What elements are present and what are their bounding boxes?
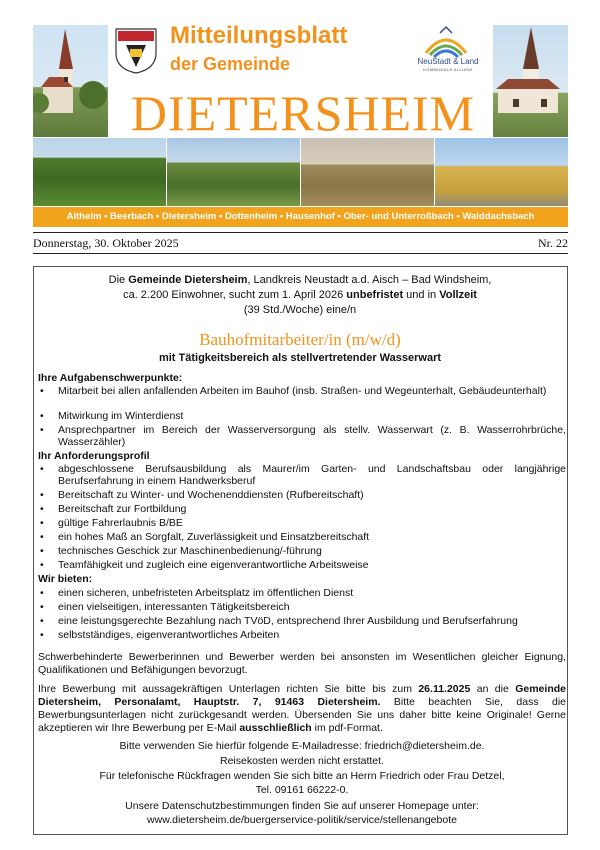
landscape-photo [167,138,300,206]
profile-heading: Ihr Anforderungsprofil [38,450,150,462]
town-name: DIETERSHEIM [130,85,476,141]
church-photo-left [33,25,108,137]
ad-intro-line-1: Die Gemeinde Dietersheim, Landkreis Neustadt a.d. Aisch – Bad Windsheim, [108,274,492,286]
issue-bar-bottom-rule [33,253,568,254]
application-instructions: Ihre Bewerbung mit aussagekräftigen Unterlagen richten Sie bitte bis zum 26.11.2025 an die Gemeinde Dietersheim, Personalamt, Hauptstr. 7, 91463 Dietersheim. Bitte beachten Sie, dass die Bewerbungsunterlagen nicht zurückgesandt werden. Übersenden Sie uns daher bitte keine Originale! Gerne akzeptieren wir Ihre Bewerbung per E-Mail ausschließlich im pdf-Format. [38,683,566,734]
profile-item: • abgeschlossene Berufsausbildung als Maurer/im Garten- und Landschaftsbau oder langjährige Berufserfahrung in einem Handwerksberuf [38,463,566,487]
email-line: Bitte verwenden Sie hierfür folgende E-Mailadresse: friedrich@dietersheim.de. [119,740,485,752]
disability-note: Schwerbehinderte Bewerberinnen und Bewerber werden bei ansonsten im Wesentlichen gleicher Eignung, Qualifikationen und Befähigungen bevorzugt. [38,651,566,676]
phone-line: Tel. 09161 66222-0. [255,784,349,796]
offer-item: • eine leistungsgerechte Bezahlung nach TVöD, entsprechend Ihrer Ausbildung und Berufserfahrung [38,615,566,627]
church-photo-right [493,25,568,137]
travel-costs-line: Reisekosten werden nicht erstattet. [219,755,384,767]
offer-item: • einen vielseitigen, interessanten Tätigkeitsbereich [38,601,566,613]
tasks-heading: Ihre Aufgabenschwerpunkte: [38,372,183,384]
job-subtitle: mit Tätigkeitsbereich als stellvertretender Wasserwart [158,352,442,364]
offer-heading: Wir bieten: [38,573,93,585]
village-list-banner: Altheim • Beerbach • Dietersheim • Dottenheim • Hausenhof • Ober- und Unterroßbach • Walddachsbach [33,207,568,227]
building-photo [435,138,568,206]
profile-item: • Bereitschaft zur Fortbildung [38,503,566,515]
ad-intro-line-2: ca. 2.200 Einwohner, sucht zum 1. April 2026 unbefristet und in Vollzeit [123,289,477,301]
partner-logo-subtext: KOMMUNALE ALLIANZ [423,67,473,72]
profile-item: • ein hohes Maß an Sorgfalt, Zuverlässigkeit und Einsatzbereitschaft [38,531,566,543]
offer-item: • einen sicheren, unbefristeten Arbeitsplatz im öffentlichen Dienst [38,587,566,599]
issue-date: Donnerstag, 30. Oktober 2025 [33,236,179,250]
coat-of-arms-icon [114,27,158,75]
profile-item: • Bereitschaft zu Winter- und Wochenenddiensten (Rufbereitschaft) [38,489,566,501]
task-item: • Mitarbeit bei allen anfallenden Arbeiten im Bauhof (insb. Straßen- und Wegeunterhalt, Gebäudeunterhalt) [38,385,566,397]
profile-item: • gültige Fahrerlaubnis B/BE [38,517,566,529]
neustadt-land-logo-icon [416,25,476,59]
contact-line: Für telefonische Rückfragen wenden Sie sich bitte an Herrn Friedrich oder Frau Detzel, [99,770,505,782]
offer-item: • selbstständiges, eigenverantwortliches Arbeiten [38,629,566,641]
job-listing-url[interactable]: www.dietersheim.de/buergerservice-politik/service/stellenangebote [147,814,457,826]
job-title: Bauhofmitarbeiter/in (m/w/d) [199,330,401,349]
task-item: • Mitwirkung im Winterdienst [38,410,566,422]
task-item: • Ansprechpartner im Bereich der Wasserversorgung als stellv. Wasserwart (z. B. Wasserrohrbrüche, Wasserzähler) [38,424,566,448]
issue-number: Nr. 22 [538,236,568,250]
profile-item: • technisches Geschick zur Maschinenbedienung/-führung [38,545,566,557]
partner-logo-text: NeuStadt & Land [417,57,479,66]
village-photo [301,138,434,206]
newsletter-title: Mitteilungsblatt [170,22,348,49]
privacy-line: Unsere Datenschutzbestimmungen finden Sie auf unserer Homepage unter: [125,800,479,812]
ad-intro-line-3: (39 Std./Woche) eine/n [243,304,357,316]
newsletter-subtitle: der Gemeinde [170,54,291,74]
vineyard-photo [33,138,166,206]
profile-item: • Teamfähigkeit und zugleich eine eigenverantwortliche Arbeitsweise [38,559,566,571]
issue-bar-top-rule [33,232,568,233]
